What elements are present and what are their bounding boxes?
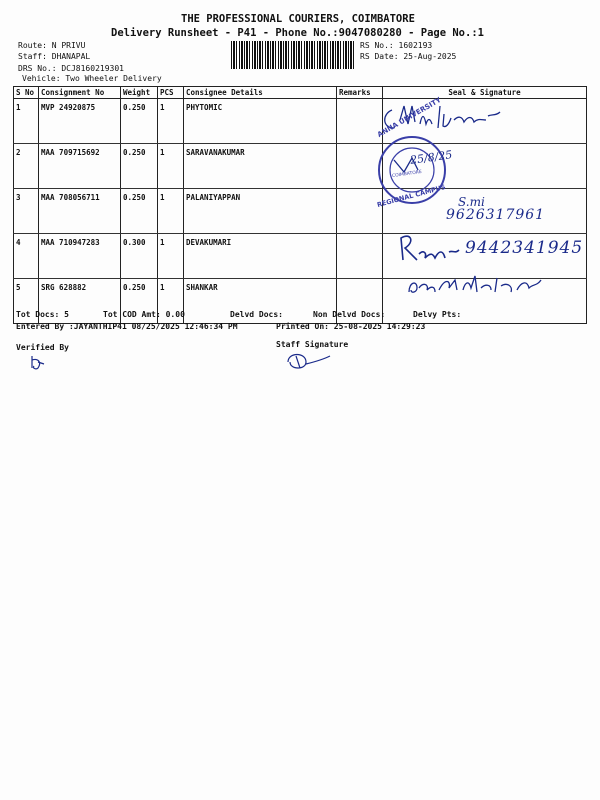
row-consignee: SARAVANAKUMAR xyxy=(184,144,337,189)
entered-by: Entered By :JAYANTHIP41 08/25/2025 12:46:34 PM xyxy=(16,322,238,331)
row-remarks xyxy=(337,234,383,279)
row-weight: 0.250 xyxy=(121,189,158,234)
vehicle-text: Vehicle: Two Wheeler Delivery xyxy=(22,74,162,83)
signature-row5 xyxy=(405,270,555,298)
verified-by-label: Verified By xyxy=(16,343,69,352)
staff-signature-label: Staff Signature xyxy=(276,340,349,349)
row-consignment: MAA 709715692 xyxy=(39,144,121,189)
row-consignee: PHYTOMIC xyxy=(184,99,337,144)
row-pcs: 1 xyxy=(158,234,184,279)
row-sno: 3 xyxy=(14,189,39,234)
row-consignee: DEVAKUMARI xyxy=(184,234,337,279)
row-sno: 4 xyxy=(14,234,39,279)
row-sno: 1 xyxy=(14,99,39,144)
total-cod-amount: Tot COD Amt: 0.00 xyxy=(103,310,185,319)
row-consignee: SHANKAR xyxy=(184,279,337,324)
staff-signature-mark xyxy=(284,350,334,374)
row-sno: 5 xyxy=(14,279,39,324)
handwritten-phone-row3: 9626317961 xyxy=(446,207,546,223)
row-pcs: 1 xyxy=(158,189,184,234)
row-weight: 0.250 xyxy=(121,99,158,144)
verified-by-signature xyxy=(26,352,50,372)
row-consignee: PALANIYAPPAN xyxy=(184,189,337,234)
row-weight: 0.250 xyxy=(121,279,158,324)
rs-number: RS No.: 1602193 xyxy=(360,41,433,50)
drs-number: DRS No.: DCJ8160219301 xyxy=(18,64,124,73)
col-header-pcs: PCS xyxy=(158,87,184,99)
total-docs: Tot Docs: 5 xyxy=(16,310,69,319)
route-text: Route: N PRIVU xyxy=(18,41,86,50)
row-weight: 0.300 xyxy=(121,234,158,279)
rs-date: RS Date: 25-Aug-2025 xyxy=(360,52,457,61)
barcode-image xyxy=(231,41,355,69)
handwritten-date: 25/8/25 xyxy=(409,148,454,167)
non-delivered-docs: Non Delvd Docs: xyxy=(313,310,386,319)
row-consignment: MAA 708056711 xyxy=(39,189,121,234)
row-weight: 0.250 xyxy=(121,144,158,189)
col-header-consignment: Consignment No xyxy=(39,87,121,99)
table-row xyxy=(14,144,587,189)
col-header-remarks: Remarks xyxy=(337,87,383,99)
company-title: THE PROFESSIONAL COURIERS, COIMBATORE xyxy=(181,13,415,25)
col-header-consignee: Consignee Details xyxy=(184,87,337,99)
handwritten-phone-row4: 9442341945 xyxy=(465,238,584,258)
delivery-points: Delvy Pts: xyxy=(413,310,462,319)
delivered-docs: Delvd Docs: xyxy=(230,310,283,319)
row-pcs: 1 xyxy=(158,144,184,189)
row-consignment: MAA 710947283 xyxy=(39,234,121,279)
row-pcs: 1 xyxy=(158,99,184,144)
handwritten-name-row3: S.mi xyxy=(458,195,485,209)
row-sno: 2 xyxy=(14,144,39,189)
staff-text: Staff: DHANAPAL xyxy=(18,52,91,61)
stamp-top-text: ANNA UNIVERSITY xyxy=(376,95,443,139)
row-consignment: MVP 24920875 xyxy=(39,99,121,144)
signature-row4 xyxy=(395,232,465,264)
runsheet-subtitle: Delivery Runsheet - P41 - Phone No.:9047080280 - Page No.:1 xyxy=(111,27,484,39)
printed-on: Printed On: 25-08-2025 14:29:23 xyxy=(276,322,426,331)
col-header-sno: S No xyxy=(14,87,39,99)
row-pcs: 1 xyxy=(158,279,184,324)
stamp-bottom-text: REGIONAL CAMPUS xyxy=(376,183,447,209)
row-consignment: SRG 628882 xyxy=(39,279,121,324)
stamp-middle-text: COIMBATORE xyxy=(391,169,423,180)
col-header-weight: Weight xyxy=(121,87,158,99)
col-header-seal: Seal & Signature xyxy=(383,87,587,99)
table-header-row xyxy=(14,87,587,99)
